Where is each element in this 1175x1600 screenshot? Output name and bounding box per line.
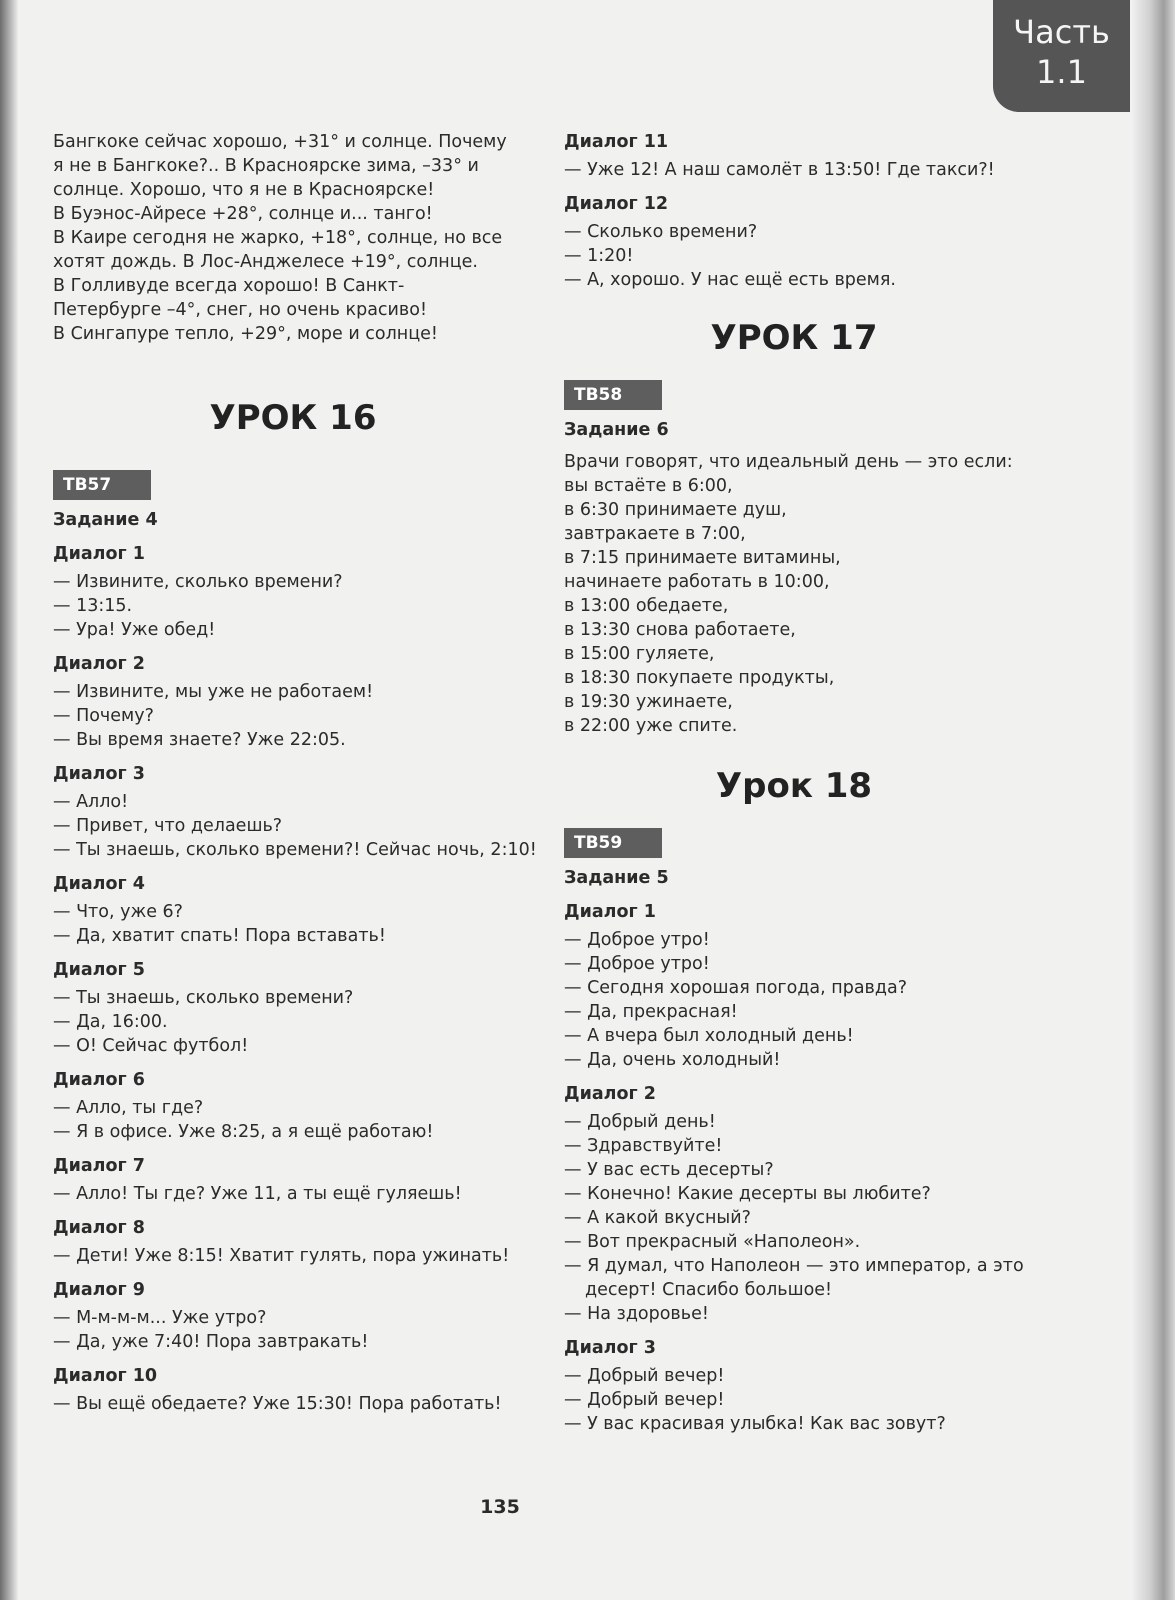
dialog-line: — У вас есть десерты? [564, 1160, 774, 1180]
lesson-16-dialogs [53, 542, 543, 1416]
track-badge: TB57 [53, 470, 151, 500]
task-heading: Задание 5 [564, 868, 669, 888]
dialog-line: — Извините, мы уже не работаем! [53, 682, 374, 702]
right-column [564, 130, 1064, 1436]
dialog-line: — Я в офисе. Уже 8:25, а я ещё работаю! [53, 1122, 434, 1142]
dialog-line: — Да, очень холодный! [564, 1050, 781, 1070]
dialog-line: — Доброе утро! [564, 954, 710, 974]
dialog-line: — Вот прекрасный «Наполеон». [564, 1232, 861, 1252]
book-gutter-shadow [0, 0, 18, 1600]
dialog-line: — Вы ещё обедаете? Уже 15:30! Пора работать! [53, 1394, 502, 1414]
text-line: в 7:15 принимаете витамины, [564, 548, 841, 568]
dialog-line: — Почему? [53, 706, 154, 726]
text-line: в 6:30 принимаете душ, [564, 500, 787, 520]
dialog-line: — О! Сейчас футбол! [53, 1036, 249, 1056]
dialog-title: Диалог 10 [53, 1366, 158, 1386]
dialog-line: — Привет, что делаешь? [53, 816, 283, 836]
track-badge: TB59 [564, 828, 662, 858]
text-line: вы встаёте в 6:00, [564, 476, 733, 496]
dialog-line: — Конечно! Какие десерты вы любите? [564, 1184, 931, 1204]
track-badge: TB58 [564, 380, 662, 410]
dialog-title: Диалог 12 [564, 194, 669, 214]
text-line: в 13:30 снова работаете, [564, 620, 796, 640]
text-line: начинаете работать в 10:00, [564, 572, 830, 592]
weather-text [53, 130, 543, 346]
dialog-line: — Ура! Уже обед! [53, 620, 216, 640]
dialog-title: Диалог 9 [53, 1280, 145, 1300]
dialog-title: Диалог 5 [53, 960, 145, 980]
page-number: 135 [480, 1496, 520, 1518]
dialog-line: — Извините, сколько времени? [53, 572, 343, 592]
lesson-16-heading: УРОК 16 [209, 398, 377, 438]
dialog-line: — Да, 16:00. [53, 1012, 168, 1032]
dialog-title: Диалог 4 [53, 874, 145, 894]
dialog-title: Диалог 2 [53, 654, 145, 674]
dialog-title: Диалог 6 [53, 1070, 145, 1090]
text-line: завтракаете в 7:00, [564, 524, 746, 544]
dialog-line: — Ты знаешь, сколько времени?! Сейчас ночь, 2:10! [53, 840, 537, 860]
task-heading: Задание 4 [53, 510, 158, 530]
left-column [53, 130, 543, 1416]
text-line: Петербурге –4°, снег, но очень красиво! [53, 300, 427, 320]
dialog-line: — Да, хватит спать! Пора вставать! [53, 926, 386, 946]
dialog-line: — Доброе утро! [564, 930, 710, 950]
dialog-line: — Уже 12! А наш самолёт в 13:50! Где такси?! [564, 160, 995, 180]
dialog-line: — Добрый вечер! [564, 1390, 725, 1410]
dialog-line: — 13:15. [53, 596, 133, 616]
text-line: Врачи говорят, что идеальный день — это если: [564, 452, 1013, 472]
dialog-line: — Здравствуйте! [564, 1136, 723, 1156]
part-tab-number: 1.1 [1036, 53, 1087, 91]
text-line: в 13:00 обедаете, [564, 596, 729, 616]
text-line: в 15:00 гуляете, [564, 644, 715, 664]
text-line: В Буэнос-Айресе +28°, солнце и... танго! [53, 204, 433, 224]
dialog-line: — Да, прекрасная! [564, 1002, 738, 1022]
dialog-line: — Сколько времени? [564, 222, 758, 242]
dialog-line: — У вас красивая улыбка! Как вас зовут? [564, 1414, 946, 1434]
text-line: Бангкоке сейчас хорошо, +31° и солнце. Почему [53, 132, 507, 152]
dialog-line: — Я думал, что Наполеон — это император, а это десерт! Спасибо большое! [564, 1256, 1024, 1300]
text-line: В Голливуде всегда хорошо! В Санкт- [53, 276, 405, 296]
lesson-18-dialogs [564, 900, 1064, 1436]
dialog-title: Диалог 8 [53, 1218, 145, 1238]
dialog-title: Диалог 1 [564, 902, 656, 922]
text-line: в 19:30 ужинаете, [564, 692, 733, 712]
text-line: в 22:00 уже спите. [564, 716, 738, 736]
dialog-line: — 1:20! [564, 246, 634, 266]
text-line: В Сингапуре тепло, +29°, море и солнце! [53, 324, 438, 344]
dialog-title: Диалог 3 [564, 1338, 656, 1358]
dialog-line: — Алло, ты где? [53, 1098, 204, 1118]
text-line: в 18:30 покупаете продукты, [564, 668, 835, 688]
text-line: хотят дождь. В Лос-Анджелесе +19°, солнце. [53, 252, 478, 272]
dialog-title: Диалог 11 [564, 132, 669, 152]
dialog-title: Диалог 2 [564, 1084, 656, 1104]
dialog-line: — Что, уже 6? [53, 902, 183, 922]
ideal-day-text [564, 450, 1064, 738]
text-line: В Каире сегодня не жарко, +18°, солнце, но все [53, 228, 503, 248]
dialog-line: — М-м-м-м... Уже утро? [53, 1308, 267, 1328]
text-line: солнце. Хорошо, что я не в Красноярске! [53, 180, 435, 200]
dialog-line: — На здоровье! [564, 1304, 709, 1324]
dialog-title: Диалог 7 [53, 1156, 145, 1176]
text-line: я не в Бангкоке?.. В Красноярске зима, –33° и [53, 156, 479, 176]
dialog-line: — А вчера был холодный день! [564, 1026, 854, 1046]
dialog-line: — Добрый вечер! [564, 1366, 725, 1386]
dialog-line: — Алло! Ты где? Уже 11, а ты ещё гуляешь! [53, 1184, 462, 1204]
task-heading: Задание 6 [564, 420, 669, 440]
dialog-line: — Сегодня хорошая погода, правда? [564, 978, 907, 998]
dialog-line: — Вы время знаете? Уже 22:05. [53, 730, 346, 750]
part-tab [993, 0, 1130, 112]
part-tab-label: Часть [1013, 13, 1110, 51]
dialog-line: — Ты знаешь, сколько времени? [53, 988, 354, 1008]
lesson-18-heading: Урок 18 [715, 766, 873, 806]
lesson-17-heading: УРОК 17 [710, 318, 878, 358]
dialog-line: — Дети! Уже 8:15! Хватит гулять, пора ужинать! [53, 1246, 510, 1266]
dialog-title: Диалог 3 [53, 764, 145, 784]
dialog-line: — А, хорошо. У нас ещё есть время. [564, 270, 896, 290]
page-edge [1130, 0, 1175, 1600]
dialog-line: — А какой вкусный? [564, 1208, 751, 1228]
dialog-title: Диалог 1 [53, 544, 145, 564]
dialogs-11-12 [564, 130, 1064, 292]
dialog-line: — Добрый день! [564, 1112, 716, 1132]
dialog-line: — Да, уже 7:40! Пора завтракать! [53, 1332, 369, 1352]
dialog-line: — Алло! [53, 792, 129, 812]
